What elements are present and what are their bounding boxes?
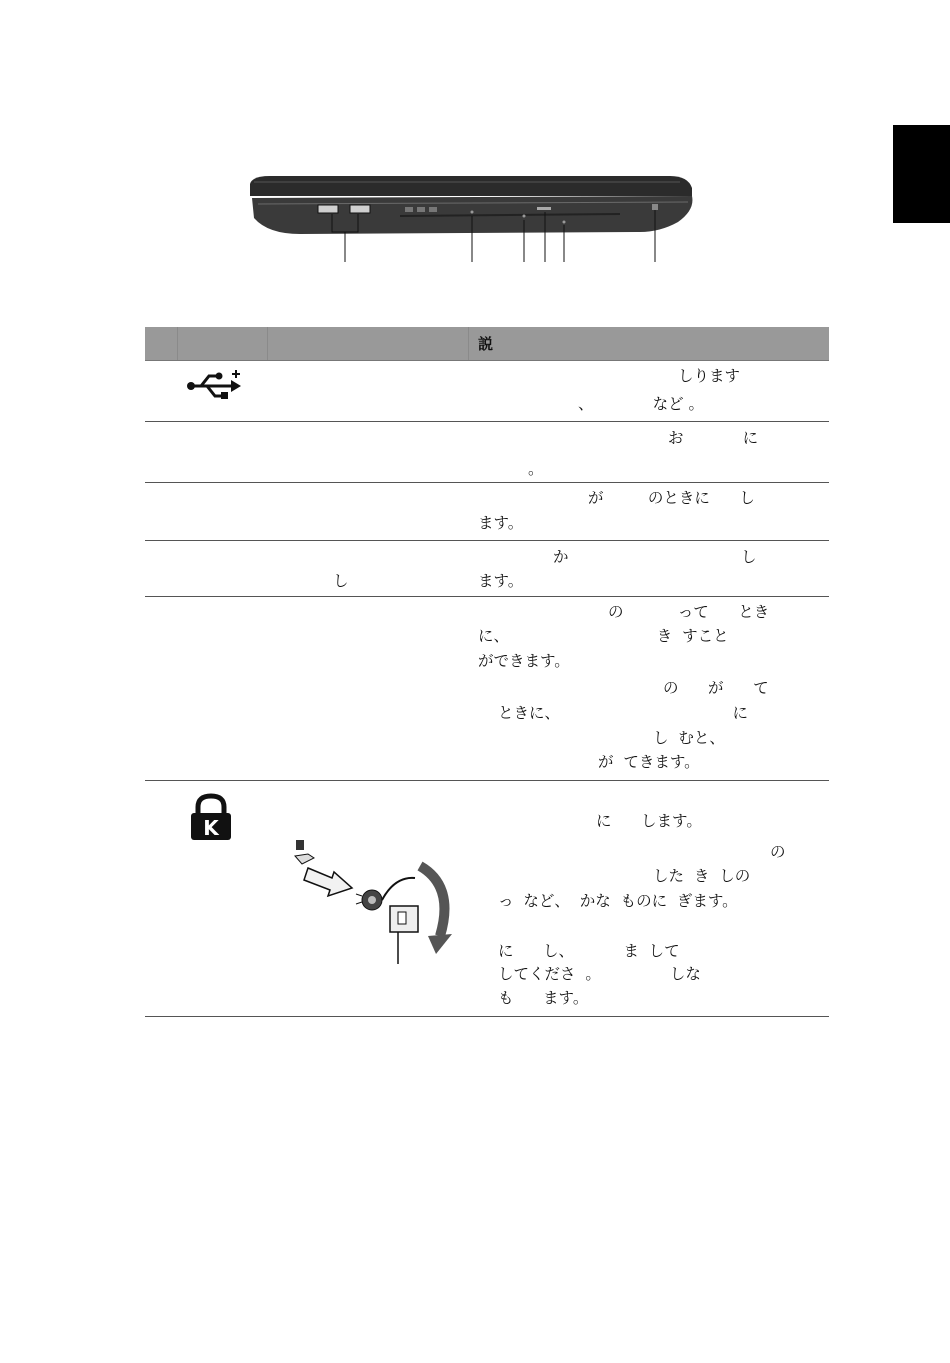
- small-indicator: [563, 221, 566, 224]
- description-line: が のときに し: [588, 489, 755, 507]
- usb-plus-icon: [185, 369, 245, 401]
- description-line: してくださ 。 しな: [498, 965, 701, 983]
- description-line: の が て: [663, 679, 769, 697]
- usb-port-1: [318, 205, 338, 213]
- port-description-table: [145, 327, 829, 1017]
- table-row: [145, 422, 829, 483]
- kensington-lock-icon: [190, 793, 232, 841]
- description-line: に します。: [596, 812, 702, 830]
- drive-indicator-2: [417, 207, 425, 212]
- description-line: っ など、 かな ものに ぎます。: [498, 892, 738, 910]
- chapter-tab: [893, 125, 950, 223]
- description-line: し むと、: [653, 729, 725, 747]
- table-row: [145, 781, 829, 1017]
- laptop-lid: [250, 176, 692, 196]
- header-divider: [468, 327, 469, 360]
- table-row: [145, 541, 829, 597]
- table-row: [145, 597, 829, 781]
- lock-installation-illustration: [290, 836, 465, 966]
- lock-slot: [652, 204, 658, 210]
- description-line: 。: [528, 460, 544, 478]
- table-header: [145, 327, 829, 361]
- header-divider: [177, 327, 178, 360]
- description-line: に、 き すこと: [478, 627, 729, 645]
- header-description: 説: [478, 335, 494, 353]
- description-line: 、 など 。: [578, 395, 705, 413]
- description-line: に し、 ま して: [498, 942, 680, 960]
- description-line: か し: [553, 548, 757, 566]
- description-line: しります: [678, 367, 741, 385]
- description-line: ときに、 に: [498, 704, 748, 722]
- description-line: の って とき: [608, 603, 770, 621]
- description-line: ます。: [478, 514, 524, 532]
- laptop-side-view: [240, 170, 700, 270]
- table-row: [145, 361, 829, 422]
- drive-led: [471, 211, 474, 214]
- emergency-eject-hole: [523, 215, 526, 218]
- description-line: ます。: [478, 572, 524, 590]
- usb-port-2: [350, 205, 370, 213]
- description-line: した き しの: [653, 867, 751, 885]
- description-line: ができます。: [478, 652, 570, 670]
- component-label: し: [333, 572, 349, 590]
- eject-button: [537, 207, 551, 210]
- table-row: [145, 483, 829, 541]
- drive-indicator-3: [429, 207, 437, 212]
- drive-indicator-1: [405, 207, 413, 212]
- description-line: お に: [668, 429, 759, 447]
- description-line: の: [770, 843, 786, 861]
- description-line: も ます。: [498, 989, 589, 1007]
- header-divider: [267, 327, 268, 360]
- svg-text:K: K: [203, 816, 219, 840]
- description-line: が てきます。: [598, 753, 700, 771]
